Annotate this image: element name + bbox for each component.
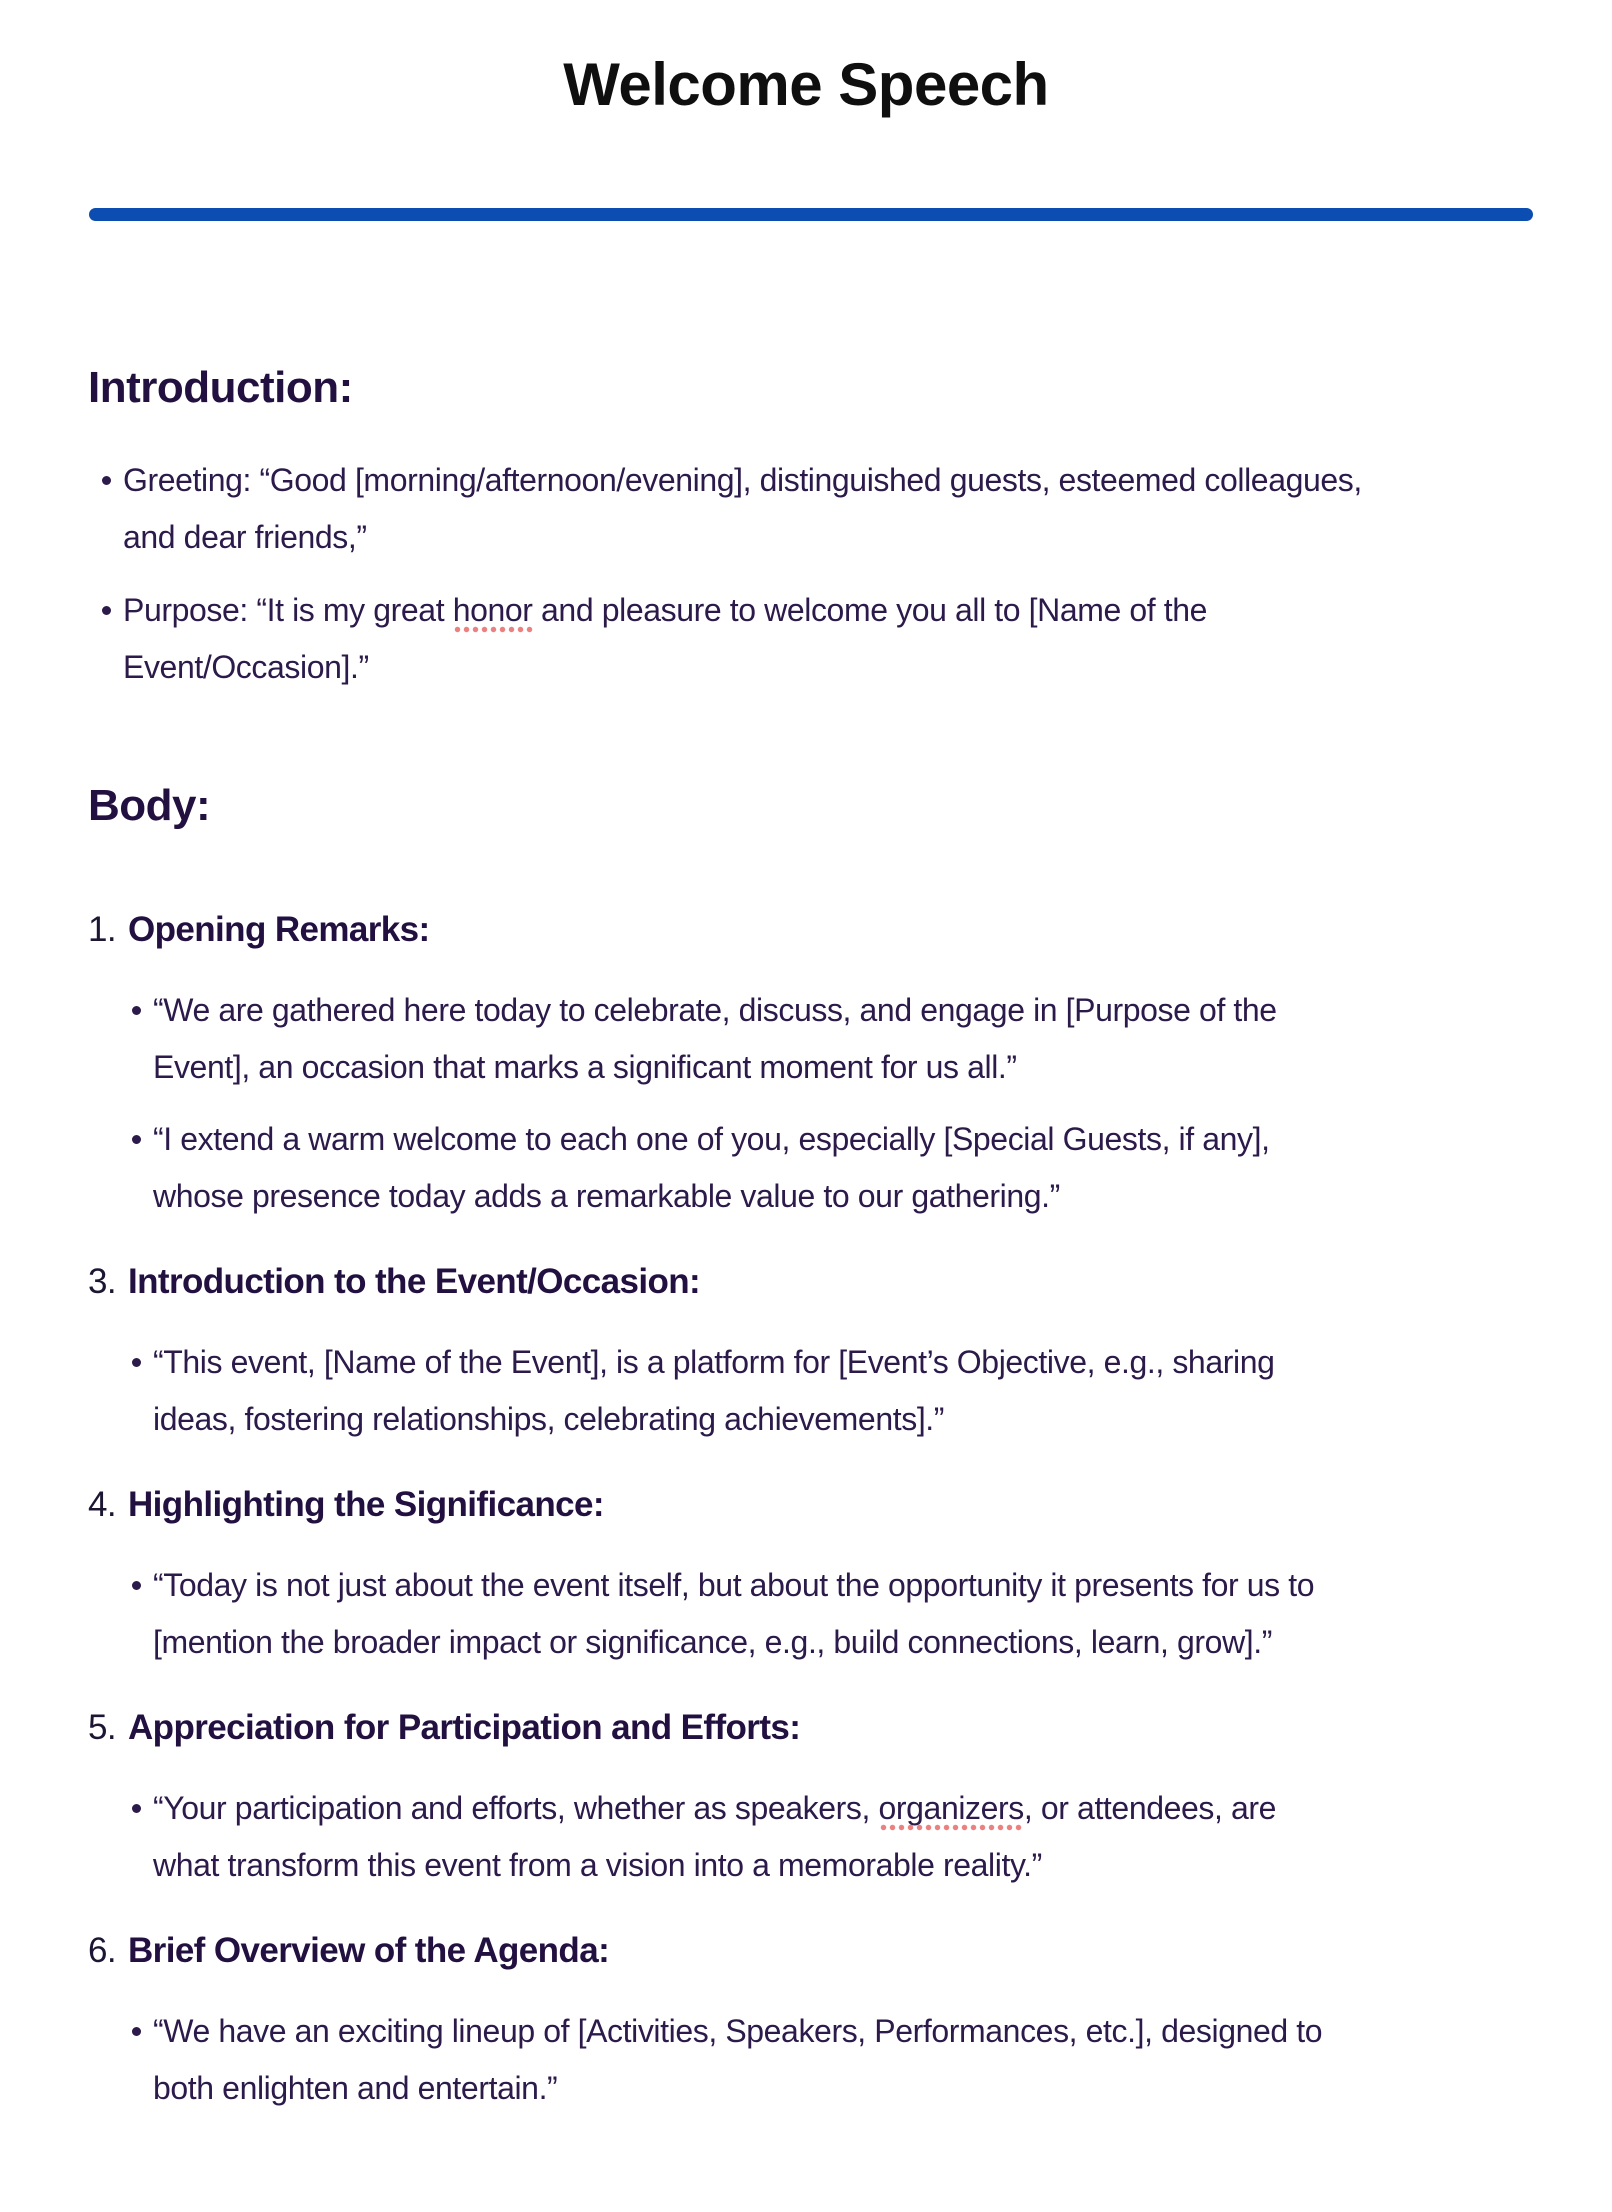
document-content (88, 362, 1612, 2117)
accent-divider (89, 208, 1533, 221)
text-line: Greeting: “Good [morning/afternoon/evening], distinguished guests, esteemed colleagues, (123, 462, 1362, 498)
text-line (153, 1780, 1612, 1837)
text-line: and dear friends,” (123, 519, 367, 555)
item-number: 6. (88, 1931, 116, 1970)
body-numbered-list (88, 908, 1612, 2117)
text-line: what transform this event from a vision into a memorable reality.” (153, 1847, 1042, 1883)
list-item-purpose (102, 582, 1612, 696)
text-line: Event/Occasion].” (123, 649, 369, 685)
list-item-greeting (102, 452, 1612, 566)
item-title: Brief Overview of the Agenda: (128, 1931, 610, 1970)
list-item (132, 1334, 1612, 1448)
numbered-item-introduction-event (88, 1260, 1612, 1448)
numbered-item-agenda-overview (88, 1929, 1612, 2117)
item-number: 1. (88, 910, 116, 949)
text-segment: , or attendees, are (1023, 1790, 1277, 1826)
spellcheck-word: honor (453, 592, 533, 633)
list-item (132, 2003, 1612, 2117)
text-line: “This event, [Name of the Event], is a platform for [Event’s Objective, e.g., sharing (153, 1344, 1275, 1380)
list-item (132, 1557, 1612, 1671)
item-title: Highlighting the Significance: (128, 1485, 604, 1524)
text-segment: “Your participation and efforts, whether as speakers, (153, 1790, 879, 1826)
list-item (132, 982, 1612, 1096)
item-bullet-list (132, 1780, 1612, 1894)
text-segment: and pleasure to welcome you all to [Name of the (532, 592, 1208, 628)
text-line: ideas, fostering relationships, celebrating achievements].” (153, 1401, 945, 1437)
item-bullet-list (132, 1557, 1612, 1671)
text-line: both enlighten and entertain.” (153, 2070, 558, 2106)
numbered-item-opening-remarks (88, 908, 1612, 1225)
introduction-heading: Introduction: (88, 363, 353, 412)
numbered-item-appreciation (88, 1706, 1612, 1894)
item-label (88, 1260, 1612, 1304)
text-line: “I extend a warm welcome to each one of you, especially [Special Guests, if any], (153, 1121, 1270, 1157)
item-label (88, 1706, 1612, 1750)
item-number: 3. (88, 1262, 116, 1301)
introduction-list (102, 452, 1612, 696)
item-bullet-list (132, 1334, 1612, 1448)
item-title: Opening Remarks: (128, 910, 430, 949)
list-item (132, 1780, 1612, 1894)
numbered-item-highlighting-significance (88, 1483, 1612, 1671)
body-section (88, 780, 1612, 2117)
body-heading: Body: (88, 781, 211, 830)
item-label (88, 1483, 1612, 1527)
item-bullet-list (132, 982, 1612, 1225)
text-line (123, 582, 1612, 639)
text-line: Event], an occasion that marks a significant moment for us all.” (153, 1049, 1017, 1085)
text-line: “We are gathered here today to celebrate, discuss, and engage in [Purpose of the (153, 992, 1277, 1028)
text-line: whose presence today adds a remarkable value to our gathering.” (153, 1178, 1060, 1214)
page-title: Welcome Speech (563, 51, 1049, 118)
item-label (88, 908, 1612, 952)
text-line: “Today is not just about the event itself, but about the opportunity it presents for us to (153, 1567, 1315, 1603)
spellcheck-word: organizers (879, 1790, 1024, 1831)
item-bullet-list (132, 2003, 1612, 2117)
introduction-section (88, 362, 1612, 696)
item-title: Appreciation for Participation and Efforts: (128, 1708, 801, 1747)
text-line: “We have an exciting lineup of [Activities, Speakers, Performances, etc.], designed to (153, 2013, 1323, 2049)
text-segment: Purpose: “It is my great (123, 592, 453, 628)
item-number: 4. (88, 1485, 116, 1524)
item-number: 5. (88, 1708, 116, 1747)
list-item (132, 1111, 1612, 1225)
item-title: Introduction to the Event/Occasion: (128, 1262, 701, 1301)
text-line: [mention the broader impact or significance, e.g., build connections, learn, grow].” (153, 1624, 1273, 1660)
item-label (88, 1929, 1612, 1973)
